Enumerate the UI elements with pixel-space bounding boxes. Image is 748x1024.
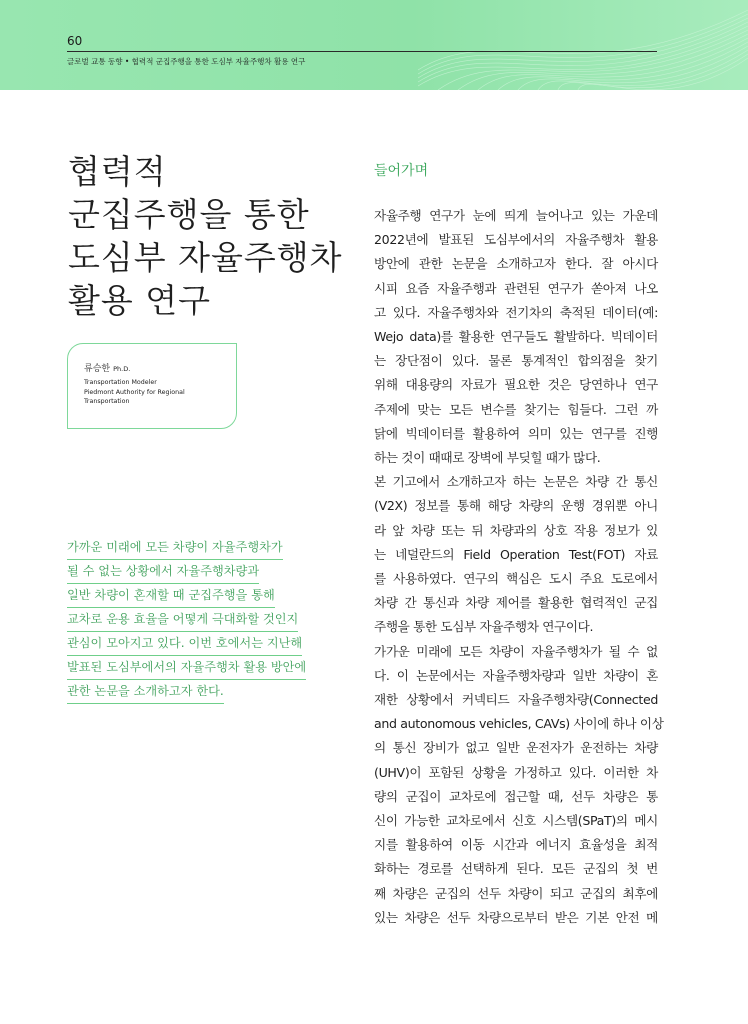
body-line: and autonomous vehicles, CAVs) 사이에 하나 이상 xyxy=(374,716,664,732)
section-heading: 들어가며 xyxy=(374,163,429,179)
body-line: 주제에 맞는 모든 변수를 찾기는 힘들다. 그런 까 xyxy=(374,401,658,417)
body-line: 2022년에 발표된 도심부에서의 자율주행차 활용 xyxy=(374,232,658,248)
body-line: 차량 간 통신과 차량 제어를 활용한 협력적인 군집 xyxy=(374,595,658,611)
pull-quote-line: 관한 논문을 소개하고자 한다. xyxy=(67,683,224,704)
body-line: 본 기고에서 소개하고자 하는 논문은 차량 간 통신 xyxy=(374,474,658,490)
author-degree: Ph.D. xyxy=(113,365,131,373)
body-line: 를 사용하였다. 연구의 핵심은 도시 주요 도로에서 xyxy=(374,571,658,587)
body-line: 는 장단점이 있다. 물론 통계적인 합의점을 찾기 xyxy=(374,353,658,369)
body-line: 주행을 통한 도심부 자율주행차 연구이다. xyxy=(374,619,594,635)
body-line: 의 통신 장비가 없고 일반 운전자가 운전하는 차량 xyxy=(374,740,658,756)
body-line: 다. 이 논문에서는 자율주행차량과 일반 차량이 혼 xyxy=(374,667,658,683)
running-head: 글로벌 교통 동향 • 협력적 군집주행을 통한 도심부 자율주행차 활용 연구 xyxy=(67,57,306,66)
body-line: 라 앞 차량 또는 뒤 차량과의 상호 작용 정보가 있 xyxy=(374,522,658,538)
pull-quote-line: 될 수 없는 상황에서 자율주행차량과 xyxy=(67,563,259,584)
body-line: 자율주행 연구가 눈에 띄게 늘어나고 있는 가운데 xyxy=(374,208,658,223)
author-affiliation xyxy=(84,378,234,407)
author-box xyxy=(67,343,237,429)
body-line: Wejo data)를 활용한 연구들도 활발하다. 빅데이터 xyxy=(374,329,658,345)
affiliation-line: Piedmont Authority for Regional xyxy=(84,388,185,396)
pull-quote-line: 일반 차량이 혼재할 때 군집주행을 통해 xyxy=(67,587,275,608)
affiliation-line: Transportation xyxy=(84,398,130,405)
author-name: 류승한 xyxy=(84,364,111,374)
body-line: 량의 군집이 교차로에 접근할 때, 선두 차량은 통 xyxy=(374,788,658,804)
pull-quote-line: 교차로 운용 효율을 어떻게 극대화할 것인지 xyxy=(67,611,298,632)
body-line: 재한 상황에서 커넥티드 자율주행차량(Connected xyxy=(374,692,658,708)
title-line: 활용 연구 xyxy=(68,281,212,320)
body-line: 있는 차량은 선두 차량으로부터 받은 기본 안전 메 xyxy=(374,909,658,925)
pull-quote-line: 관심이 모아지고 있다. 이번 호에서는 지난해 xyxy=(67,635,302,656)
pull-quote xyxy=(67,539,347,707)
title-line: 도심부 자율주행차 xyxy=(68,238,343,277)
body-text xyxy=(374,204,664,930)
author-name-line xyxy=(84,361,130,374)
title-line: 군집주행을 통한 xyxy=(68,195,310,234)
title-line: 협력적 xyxy=(68,152,167,191)
header-divider xyxy=(67,51,657,52)
page-number: 60 xyxy=(67,34,83,48)
body-line: 는 네덜란드의 Field Operation Test(FOT) 자료 xyxy=(374,546,658,562)
body-line: 하는 것이 때때로 장벽에 부딪힐 때가 많다. xyxy=(374,450,601,466)
pull-quote-line: 발표된 도심부에서의 자율주행차 활용 방안에 xyxy=(67,659,306,680)
body-line: 고 있다. 자율주행차와 전기차의 축적된 데이터(예: xyxy=(374,304,658,320)
body-line: 시피 요즘 자율주행과 관련된 연구가 쏟아져 나오 xyxy=(374,280,658,296)
wave-pattern-decoration xyxy=(418,0,748,90)
body-line: 화하는 경로를 선택하게 된다. 모든 군집의 첫 번 xyxy=(374,861,658,877)
body-line: 방안에 관한 논문을 소개하고자 한다. 잘 아시다 xyxy=(374,256,658,272)
affiliation-line: Transportation Modeler xyxy=(84,379,157,386)
body-line: 지를 활용하여 이동 시간과 에너지 효율성을 최적 xyxy=(374,837,658,853)
body-line: 가가운 미래에 모든 차량이 자율주행차가 될 수 없 xyxy=(374,643,658,659)
body-line: 닭에 빅데이터를 활용하여 의미 있는 연구를 진행 xyxy=(374,425,658,441)
header-band xyxy=(0,0,748,90)
body-line: (UHV)이 포함된 상황을 가정하고 있다. 이러한 차 xyxy=(374,764,658,780)
body-line: (V2X) 정보를 통해 해당 차량의 운행 경위뿐 아니 xyxy=(374,498,658,514)
body-line: 째 차량은 군집의 선두 차량이 되고 군집의 최후에 xyxy=(374,885,658,901)
article-title xyxy=(68,150,368,322)
body-line: 신이 가능한 교차로에서 신호 시스템(SPaT)의 메시 xyxy=(374,813,658,829)
body-line: 위해 대용량의 자료가 필요한 것은 당연하나 연구 xyxy=(374,377,658,393)
pull-quote-line: 가까운 미래에 모든 차량이 자율주행차가 xyxy=(67,539,283,560)
